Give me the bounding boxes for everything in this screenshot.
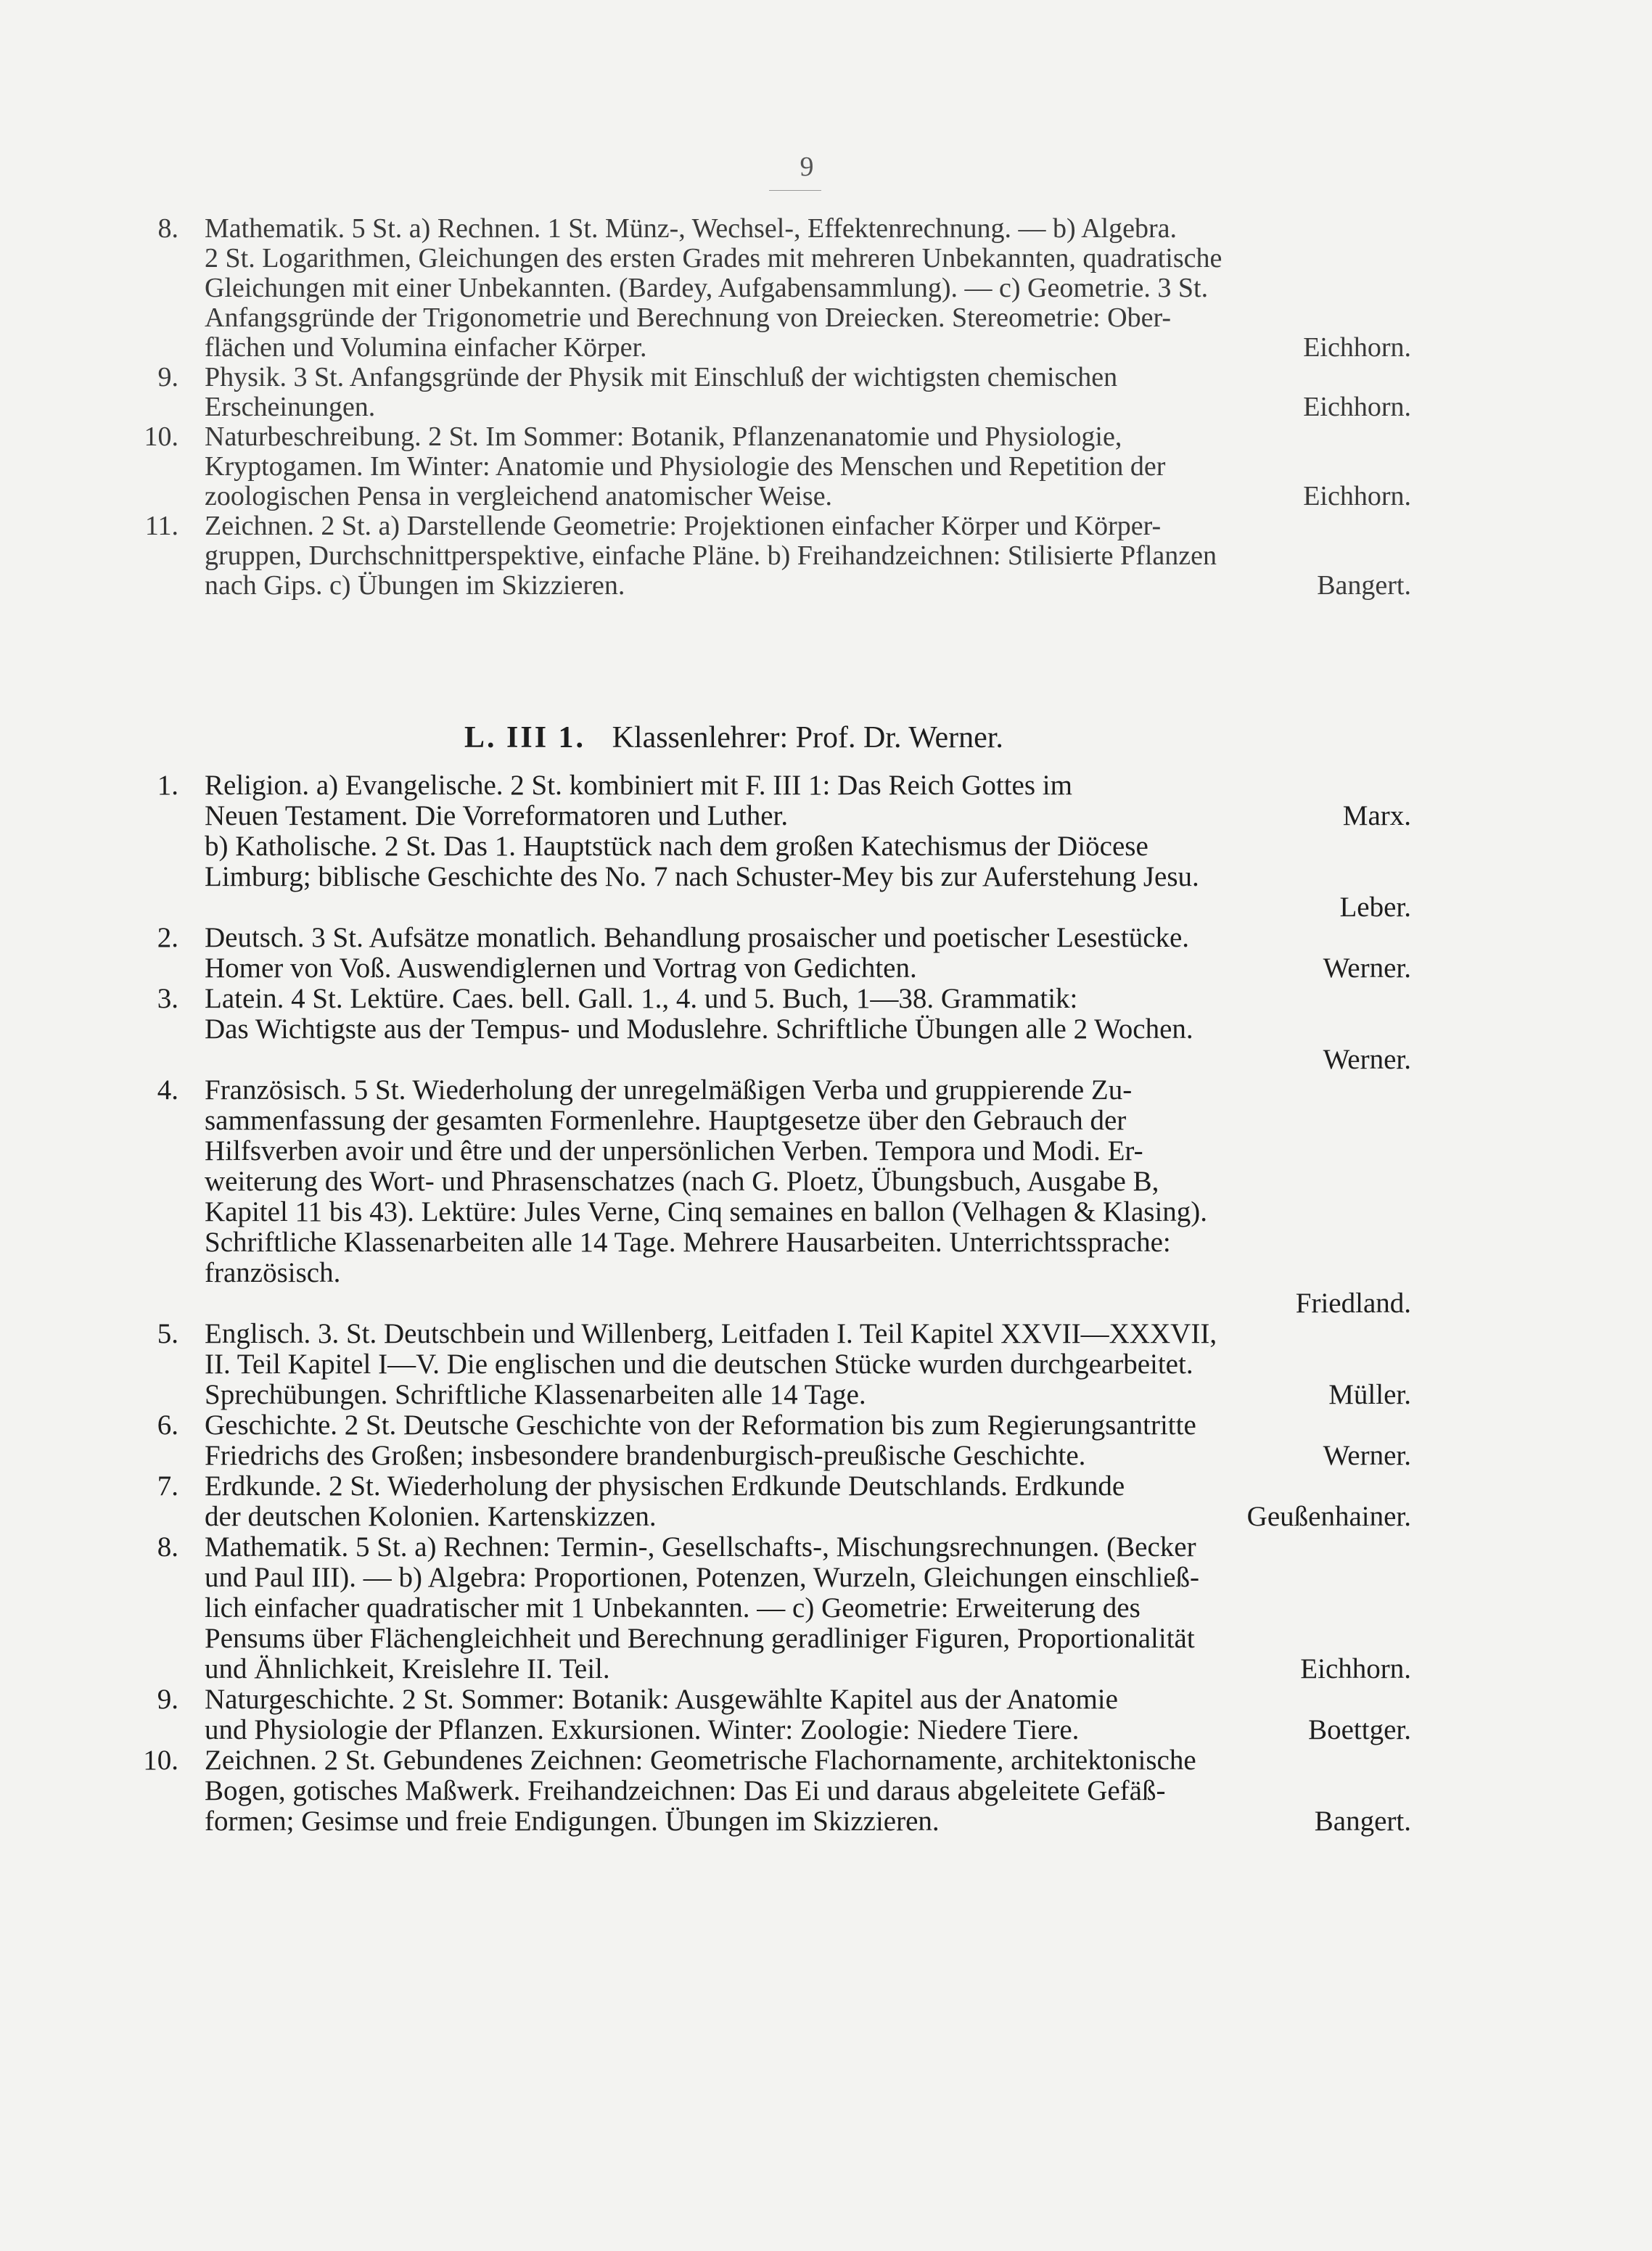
subject-number: 1. — [157, 770, 178, 801]
text-line — [205, 984, 1440, 1014]
line-text: formen; Gesimse und freie Endigungen. Übungen im Skizzieren. — [205, 1806, 940, 1837]
text-line — [205, 1166, 1440, 1197]
text-line — [205, 1654, 1440, 1684]
text-line — [205, 1593, 1440, 1624]
text-line — [205, 1106, 1440, 1136]
text-line — [205, 1806, 1440, 1837]
subject-entry — [123, 1471, 1440, 1532]
subject-number: 11. — [144, 511, 178, 541]
text-line — [205, 892, 1440, 923]
line-text: Hilfsverben avoir und être und der unpersönlichen Verben. Tempora und Modi. Er- — [205, 1135, 1143, 1166]
line-text: Religion. a) Evangelische. 2 St. kombiniert mit F. III 1: Das Reich Gottes im — [205, 770, 1072, 801]
subject-number: 9. — [157, 362, 178, 392]
line-text: Sprechübungen. Schriftliche Klassenarbeiten alle 14 Tage. — [205, 1379, 866, 1410]
line-text: b) Katholische. 2 St. Das 1. Hauptstück nach dem großen Katechismus der Diöcese — [205, 831, 1148, 862]
curriculum-section-lower — [123, 770, 1440, 1837]
text-line — [205, 363, 1440, 392]
line-text: Pensums über Flächengleichheit und Berechnung geradliniger Figuren, Proportionalität — [205, 1623, 1195, 1654]
line-text: weiterung des Wort- und Phrasenschatzes (nach G. Ploetz, Übungsbuch, Ausgabe B, — [205, 1166, 1159, 1197]
text-line — [205, 1776, 1440, 1806]
teacher-name: Werner. — [1323, 1044, 1411, 1075]
line-text: Physik. 3 St. Anfangsgründe der Physik mit Einschluß der wichtigsten chemischen — [205, 362, 1118, 392]
line-text: Naturbeschreibung. 2 St. Im Sommer: Botanik, Pflanzenanatomie und Physiologie, — [205, 421, 1122, 452]
text-line — [205, 571, 1440, 601]
subject-number: 3. — [157, 983, 178, 1014]
line-text: und Paul III). — b) Algebra: Proportionen, Potenzen, Wurzeln, Gleichungen einschließ- — [205, 1562, 1200, 1593]
text-line — [205, 511, 1440, 541]
line-text: Latein. 4 St. Lektüre. Caes. bell. Gall. 1., 4. und 5. Buch, 1—38. Grammatik: — [205, 983, 1078, 1014]
class-teacher: Klassenlehrer: Prof. Dr. Werner. — [612, 721, 1003, 754]
subject-entry — [123, 422, 1440, 511]
line-text: Friedrichs des Großen; insbesondere brandenburgisch-preußische Geschichte. — [205, 1440, 1086, 1471]
text-line — [205, 953, 1440, 984]
teacher-name: Bangert. — [1317, 570, 1411, 601]
subject-number: 5. — [157, 1318, 178, 1349]
text-line — [205, 392, 1440, 422]
line-text: gruppen, Durchschnittperspektive, einfache Pläne. b) Freihandzeichnen: Stilisierte Pflanzen — [205, 540, 1217, 571]
line-text: sammenfassung der gesamten Formenlehre. Hauptgesetze über den Gebrauch der — [205, 1105, 1127, 1136]
subject-entry — [123, 1745, 1440, 1837]
line-text: und Physiologie der Pflanzen. Exkursionen. Winter: Zoologie: Niedere Tiere. — [205, 1714, 1080, 1745]
text-line — [205, 1441, 1440, 1471]
subject-entry — [123, 923, 1440, 984]
subject-entry — [123, 363, 1440, 422]
teacher-name: Eichhorn. — [1303, 481, 1411, 511]
line-text: Geschichte. 2 St. Deutsche Geschichte von der Reformation bis zum Regierungsantritte — [205, 1410, 1196, 1441]
line-text: Englisch. 3. St. Deutschbein und Willenberg, Leitfaden I. Teil Kapitel XXVII—XXXVII, — [205, 1318, 1217, 1349]
line-text: Zeichnen. 2 St. a) Darstellende Geometrie: Projektionen einfacher Körper und Körper- — [205, 511, 1162, 541]
text-line — [205, 333, 1440, 363]
subject-number: 2. — [157, 922, 178, 953]
line-text: Homer von Voß. Auswendiglernen und Vortrag von Gedichten. — [205, 952, 917, 984]
teacher-name: Leber. — [1339, 892, 1411, 923]
text-line — [205, 1563, 1440, 1593]
text-line — [205, 1349, 1440, 1380]
class-heading — [464, 720, 1003, 755]
subject-entry — [123, 511, 1440, 601]
class-name: L. III 1. — [464, 721, 586, 754]
subject-number: 8. — [157, 1531, 178, 1563]
subject-entry — [123, 984, 1440, 1075]
teacher-name: Werner. — [1323, 1440, 1411, 1471]
subject-number: 4. — [157, 1074, 178, 1106]
text-line — [205, 770, 1440, 801]
text-line — [205, 1197, 1440, 1227]
subject-entry — [123, 1684, 1440, 1745]
text-line — [205, 1258, 1440, 1288]
page-number: 9 — [800, 152, 814, 182]
subject-entry — [123, 1410, 1440, 1471]
line-text: lich einfacher quadratischer mit 1 Unbekannten. — c) Geometrie: Erweiterung des — [205, 1592, 1141, 1624]
curriculum-section-upper — [123, 214, 1440, 601]
text-line — [205, 1410, 1440, 1441]
teacher-name: Marx. — [1342, 800, 1411, 831]
teacher-name: Boettger. — [1308, 1714, 1411, 1745]
line-text: nach Gips. c) Übungen im Skizzieren. — [205, 570, 625, 601]
line-text: Erscheinungen. — [205, 392, 376, 422]
teacher-name: Eichhorn. — [1300, 1653, 1411, 1684]
teacher-name: Bangert. — [1314, 1806, 1411, 1837]
subject-number: 6. — [157, 1410, 178, 1441]
teacher-name: Werner. — [1323, 952, 1411, 984]
subject-number: 9. — [157, 1684, 178, 1715]
subject-entry — [123, 770, 1440, 923]
line-text: der deutschen Kolonien. Kartenskizzen. — [205, 1501, 657, 1532]
line-text: Deutsch. 3 St. Aufsätze monatlich. Behandlung prosaischer und poetischer Lesestücke. — [205, 922, 1190, 953]
text-line — [205, 1502, 1440, 1532]
text-line — [205, 1045, 1440, 1075]
text-line — [205, 541, 1440, 571]
text-line — [205, 1227, 1440, 1258]
line-text: flächen und Volumina einfacher Körper. — [205, 332, 647, 363]
line-text: Anfangsgründe der Trigonometrie und Berechnung von Dreiecken. Stereometrie: Ober- — [205, 303, 1172, 333]
teacher-name: Eichhorn. — [1303, 392, 1411, 422]
line-text: Mathematik. 5 St. a) Rechnen. 1 St. Münz-, Wechsel-, Effektenrechnung. — b) Algebra. — [205, 213, 1177, 244]
text-line — [205, 1380, 1440, 1410]
text-line — [205, 214, 1440, 244]
subject-number: 10. — [144, 421, 178, 452]
line-text: Gleichungen mit einer Unbekannten. (Bardey, Aufgabensammlung). — c) Geometrie. 3 St. — [205, 273, 1209, 303]
line-text: Das Wichtigste aus der Tempus- und Moduslehre. Schriftliche Übungen alle 2 Wochen. — [205, 1013, 1193, 1045]
text-line — [205, 422, 1440, 452]
line-text: Kapitel 11 bis 43). Lektüre: Jules Verne, Cinq semaines en ballon (Velhagen & Klasing). — [205, 1196, 1208, 1227]
line-text: Schriftliche Klassenarbeiten alle 14 Tage. Mehrere Hausarbeiten. Unterrichtssprache: — [205, 1227, 1171, 1258]
text-line — [205, 1684, 1440, 1715]
teacher-name: Friedland. — [1295, 1288, 1411, 1319]
line-text: Kryptogamen. Im Winter: Anatomie und Physiologie des Menschen und Repetition der — [205, 451, 1166, 482]
text-line — [205, 273, 1440, 303]
text-line — [205, 244, 1440, 273]
text-line — [205, 1624, 1440, 1654]
line-text: und Ähnlichkeit, Kreislehre II. Teil. — [205, 1653, 610, 1684]
subject-number: 8. — [157, 213, 178, 244]
line-text: zoologischen Pensa in vergleichend anatomischer Weise. — [205, 481, 833, 511]
text-line — [205, 1532, 1440, 1563]
line-text: Limburg; biblische Geschichte des No. 7 nach Schuster-Mey bis zur Auferstehung Jesu. — [205, 861, 1199, 892]
text-line — [205, 1014, 1440, 1045]
subject-entry — [123, 214, 1440, 363]
text-line — [205, 482, 1440, 511]
text-line — [205, 303, 1440, 333]
line-text: Französisch. 5 St. Wiederholung der unregelmäßigen Verba und gruppierende Zu- — [205, 1074, 1133, 1106]
text-line — [205, 1715, 1440, 1745]
teacher-name: Eichhorn. — [1303, 332, 1411, 363]
page-number-rule — [769, 190, 821, 191]
subject-entry — [123, 1319, 1440, 1410]
subject-number: 10. — [143, 1745, 178, 1776]
line-text: 2 St. Logarithmen, Gleichungen des ersten Grades mit mehreren Unbekannten, quadratische — [205, 243, 1222, 273]
teacher-name: Geußenhainer. — [1246, 1501, 1411, 1532]
subject-number: 7. — [157, 1470, 178, 1502]
text-line — [205, 1136, 1440, 1166]
text-line — [205, 1319, 1440, 1349]
line-text: Mathematik. 5 St. a) Rechnen: Termin-, Gesellschafts-, Mischungsrechnungen. (Becker — [205, 1531, 1196, 1563]
line-text: Zeichnen. 2 St. Gebundenes Zeichnen: Geometrische Flachornamente, architektonische — [205, 1745, 1196, 1776]
line-text: Erdkunde. 2 St. Wiederholung der physischen Erdkunde Deutschlands. Erdkunde — [205, 1470, 1125, 1502]
line-text: französisch. — [205, 1257, 341, 1288]
text-line — [205, 862, 1440, 892]
line-text: II. Teil Kapitel I—V. Die englischen und die deutschen Stücke wurden durchgearbeitet. — [205, 1349, 1193, 1380]
text-line — [205, 831, 1440, 862]
teacher-name: Müller. — [1328, 1379, 1411, 1410]
subject-entry — [123, 1075, 1440, 1319]
text-line — [205, 1471, 1440, 1502]
subject-entry — [123, 1532, 1440, 1684]
line-text: Neuen Testament. Die Vorreformatoren und Luther. — [205, 800, 789, 831]
text-line — [205, 1075, 1440, 1106]
text-line — [205, 801, 1440, 831]
line-text: Naturgeschichte. 2 St. Sommer: Botanik: Ausgewählte Kapitel aus der Anatomie — [205, 1684, 1118, 1715]
text-line — [205, 1745, 1440, 1776]
text-line — [205, 923, 1440, 953]
text-line — [205, 1288, 1440, 1319]
text-line — [205, 452, 1440, 482]
line-text: Bogen, gotisches Maßwerk. Freihandzeichnen: Das Ei und daraus abgeleitete Gefäß- — [205, 1775, 1166, 1806]
